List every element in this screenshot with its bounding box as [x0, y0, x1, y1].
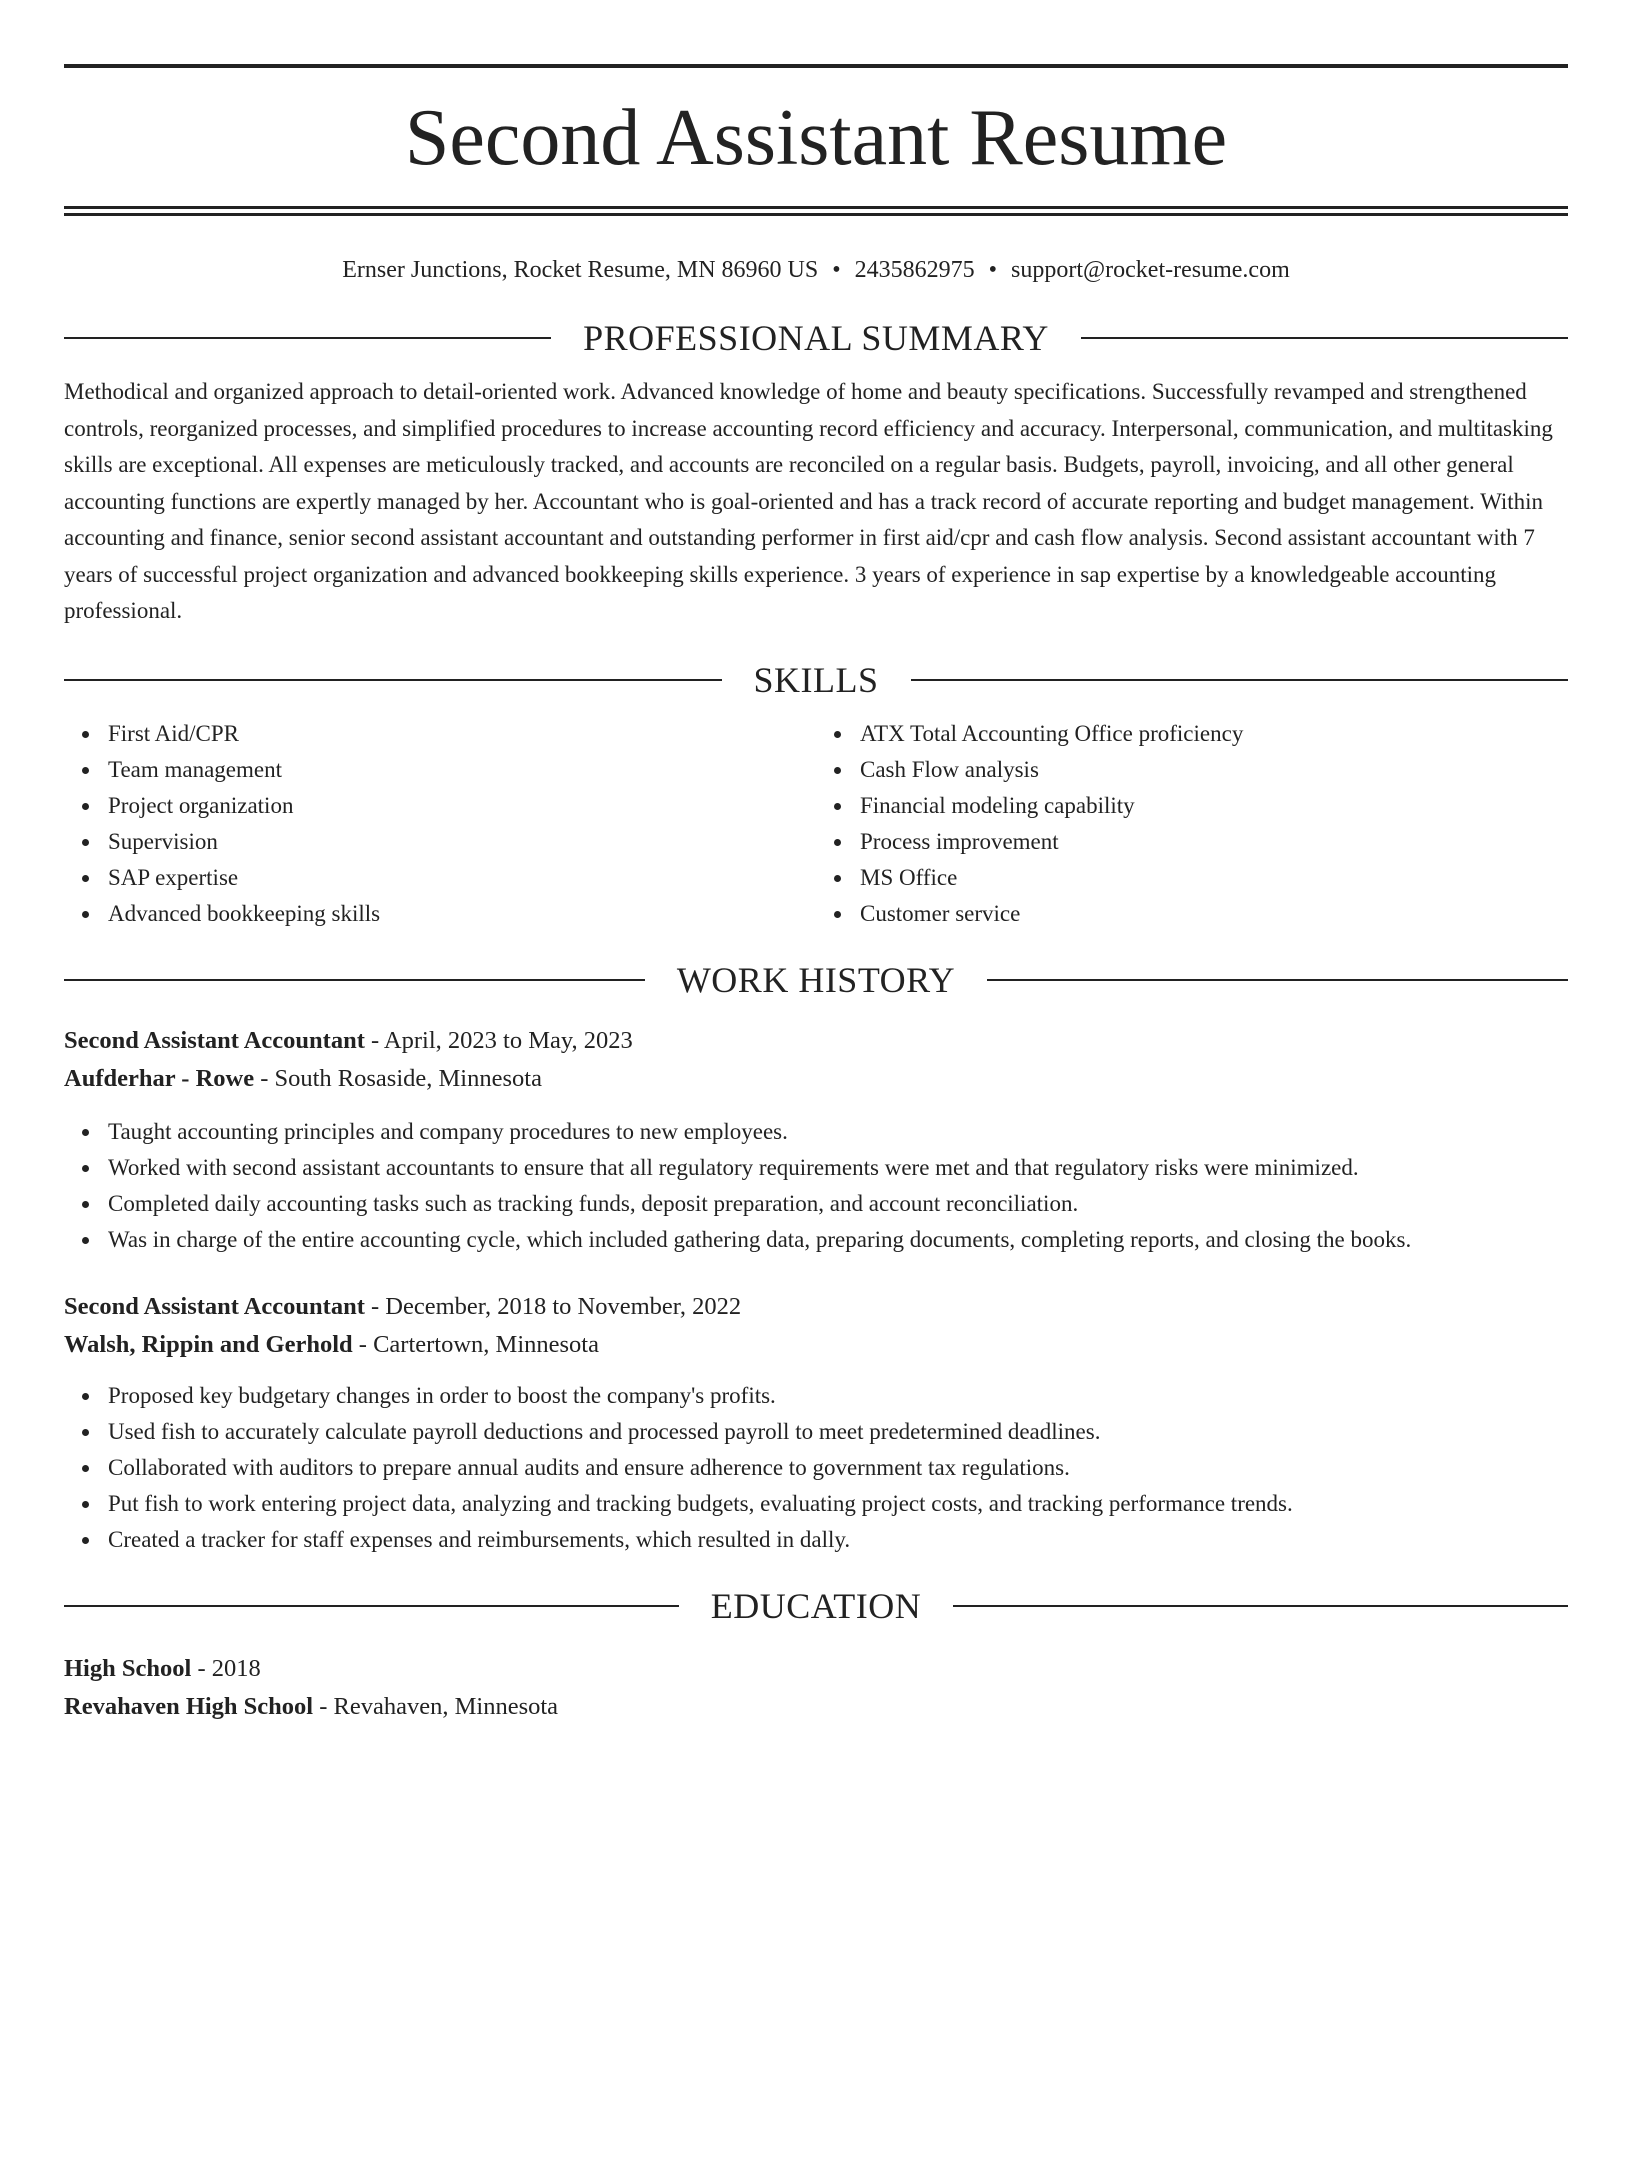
- job-company: Aufderhar - Rowe: [64, 1064, 255, 1092]
- contact-separator: •: [988, 257, 998, 283]
- job-duty-item: Collaborated with auditors to prepare annual audits and ensure adherence to government tax regulations.: [108, 1450, 1568, 1486]
- skill-item: Cash Flow analysis: [860, 752, 1568, 788]
- skill-item: SAP expertise: [108, 860, 816, 896]
- heading-rule: [911, 679, 1569, 681]
- contact-line: [64, 250, 1568, 290]
- education-degree-line: [64, 1650, 1568, 1688]
- heading-rule: [1081, 337, 1568, 339]
- job-entry: [64, 1288, 1568, 1558]
- education-section-heading: [64, 1585, 1568, 1626]
- summary-section-heading: [64, 320, 1568, 356]
- heading-rule: [64, 679, 722, 681]
- resume-page: [0, 64, 1632, 2176]
- job-duties: [64, 1378, 1568, 1558]
- job-company: Walsh, Rippin and Gerhold: [64, 1330, 353, 1358]
- skills-column-right: [816, 716, 1568, 932]
- header-double-rule: [64, 206, 1568, 216]
- job-title: Second Assistant Accountant: [64, 1292, 365, 1320]
- job-duty-item: Was in charge of the entire accounting cycle, which included gathering data, preparing documents, completing reports, and closing the books.: [108, 1222, 1568, 1258]
- skills-column-left: [64, 716, 816, 932]
- skill-item: First Aid/CPR: [108, 716, 816, 752]
- skill-item: Project organization: [108, 788, 816, 824]
- job-title: Second Assistant Accountant: [64, 1026, 365, 1054]
- job-duty-item: Used fish to accurately calculate payroll deductions and processed payroll to meet predetermined deadlines.: [108, 1414, 1568, 1450]
- skill-item: ATX Total Accounting Office proficiency: [860, 716, 1568, 752]
- heading-rule: [953, 1605, 1568, 1607]
- skills-list: [64, 716, 1568, 932]
- education-location: - Revahaven, Minnesota: [313, 1692, 559, 1720]
- job-duty-item: Worked with second assistant accountants to ensure that all regulatory requirements were met and that regulatory risks were minimized.: [108, 1150, 1568, 1186]
- page-title: Second Assistant Resume: [404, 94, 1228, 182]
- work-section-heading: [64, 959, 1568, 1000]
- job-duties: [64, 1114, 1568, 1258]
- skills-section-heading: [64, 659, 1568, 700]
- contact-address: Ernser Junctions, Rocket Resume, MN 86960 US: [342, 257, 819, 283]
- section-title: SKILLS: [753, 659, 879, 700]
- summary-text: Methodical and organized approach to detail-oriented work. Advanced knowledge of home and beauty specifications. Successfully revamped and strengthened controls, reorganized processes, and simplified procedures to increase accounting record efficiency and accuracy. Interpersonal, communication, and multitasking skills are exceptional. All expenses are meticulously tracked, and accounts are reconciled on a regular basis. Budgets, payroll, invoicing, and all other general accounting functions are expertly managed by her. Accountant who is goal-oriented and has a track record of accurate reporting and budget management. Within accounting and finance, senior second assistant accountant and outstanding performer in first aid/cpr and cash flow analysis. Second assistant accountant with 7 years of successful project organization and advanced bookkeeping skills experience. 3 years of experience in sap expertise by a knowledgeable accounting professional.: [64, 379, 1553, 623]
- job-company-line: [64, 1060, 1568, 1098]
- skill-item: Supervision: [108, 824, 816, 860]
- contact-phone: 2435862975: [854, 257, 975, 283]
- section-title: EDUCATION: [710, 1585, 922, 1626]
- heading-rule: [987, 979, 1568, 981]
- education-entry: [64, 1650, 1568, 1726]
- contact-separator: •: [832, 257, 841, 283]
- contact-email: support@rocket-resume.com: [1011, 257, 1290, 283]
- job-duty-item: Taught accounting principles and company procedures to new employees.: [108, 1114, 1568, 1150]
- job-dates: - April, 2023 to May, 2023: [364, 1026, 633, 1054]
- skill-item: Team management: [108, 752, 816, 788]
- skill-item: MS Office: [860, 860, 1568, 896]
- job-title-line: [64, 1022, 1568, 1060]
- skill-item: Customer service: [860, 896, 1568, 932]
- section-title: WORK HISTORY: [676, 959, 956, 1000]
- heading-rule: [64, 337, 551, 339]
- education-year: - 2018: [191, 1654, 261, 1682]
- job-duty-item: Put fish to work entering project data, analyzing and tracking budgets, evaluating project costs, and tracking performance trends.: [108, 1486, 1568, 1522]
- education-degree: High School: [64, 1654, 192, 1682]
- job-entry: [64, 1022, 1568, 1258]
- job-duty-item: Created a tracker for staff expenses and reimbursements, which resulted in dally.: [108, 1522, 1568, 1558]
- job-dates: - December, 2018 to November, 2022: [364, 1292, 742, 1320]
- job-duty-item: Completed daily accounting tasks such as tracking funds, deposit preparation, and account reconciliation.: [108, 1186, 1568, 1222]
- education-school: Revahaven High School: [64, 1692, 314, 1720]
- skill-item: Financial modeling capability: [860, 788, 1568, 824]
- skill-item: Advanced bookkeeping skills: [108, 896, 816, 932]
- job-location: - South Rosaside, Minnesota: [254, 1064, 542, 1092]
- heading-rule: [64, 979, 645, 981]
- heading-rule: [64, 1605, 679, 1607]
- section-title: PROFESSIONAL SUMMARY: [583, 318, 1049, 358]
- job-company-line: [64, 1326, 1568, 1364]
- job-duty-item: Proposed key budgetary changes in order to boost the company's profits.: [108, 1378, 1568, 1414]
- header-top-rule: [64, 64, 1568, 68]
- job-title-line: [64, 1288, 1568, 1326]
- skill-item: Process improvement: [860, 824, 1568, 860]
- education-school-line: [64, 1688, 1568, 1726]
- job-location: - Cartertown, Minnesota: [352, 1330, 599, 1358]
